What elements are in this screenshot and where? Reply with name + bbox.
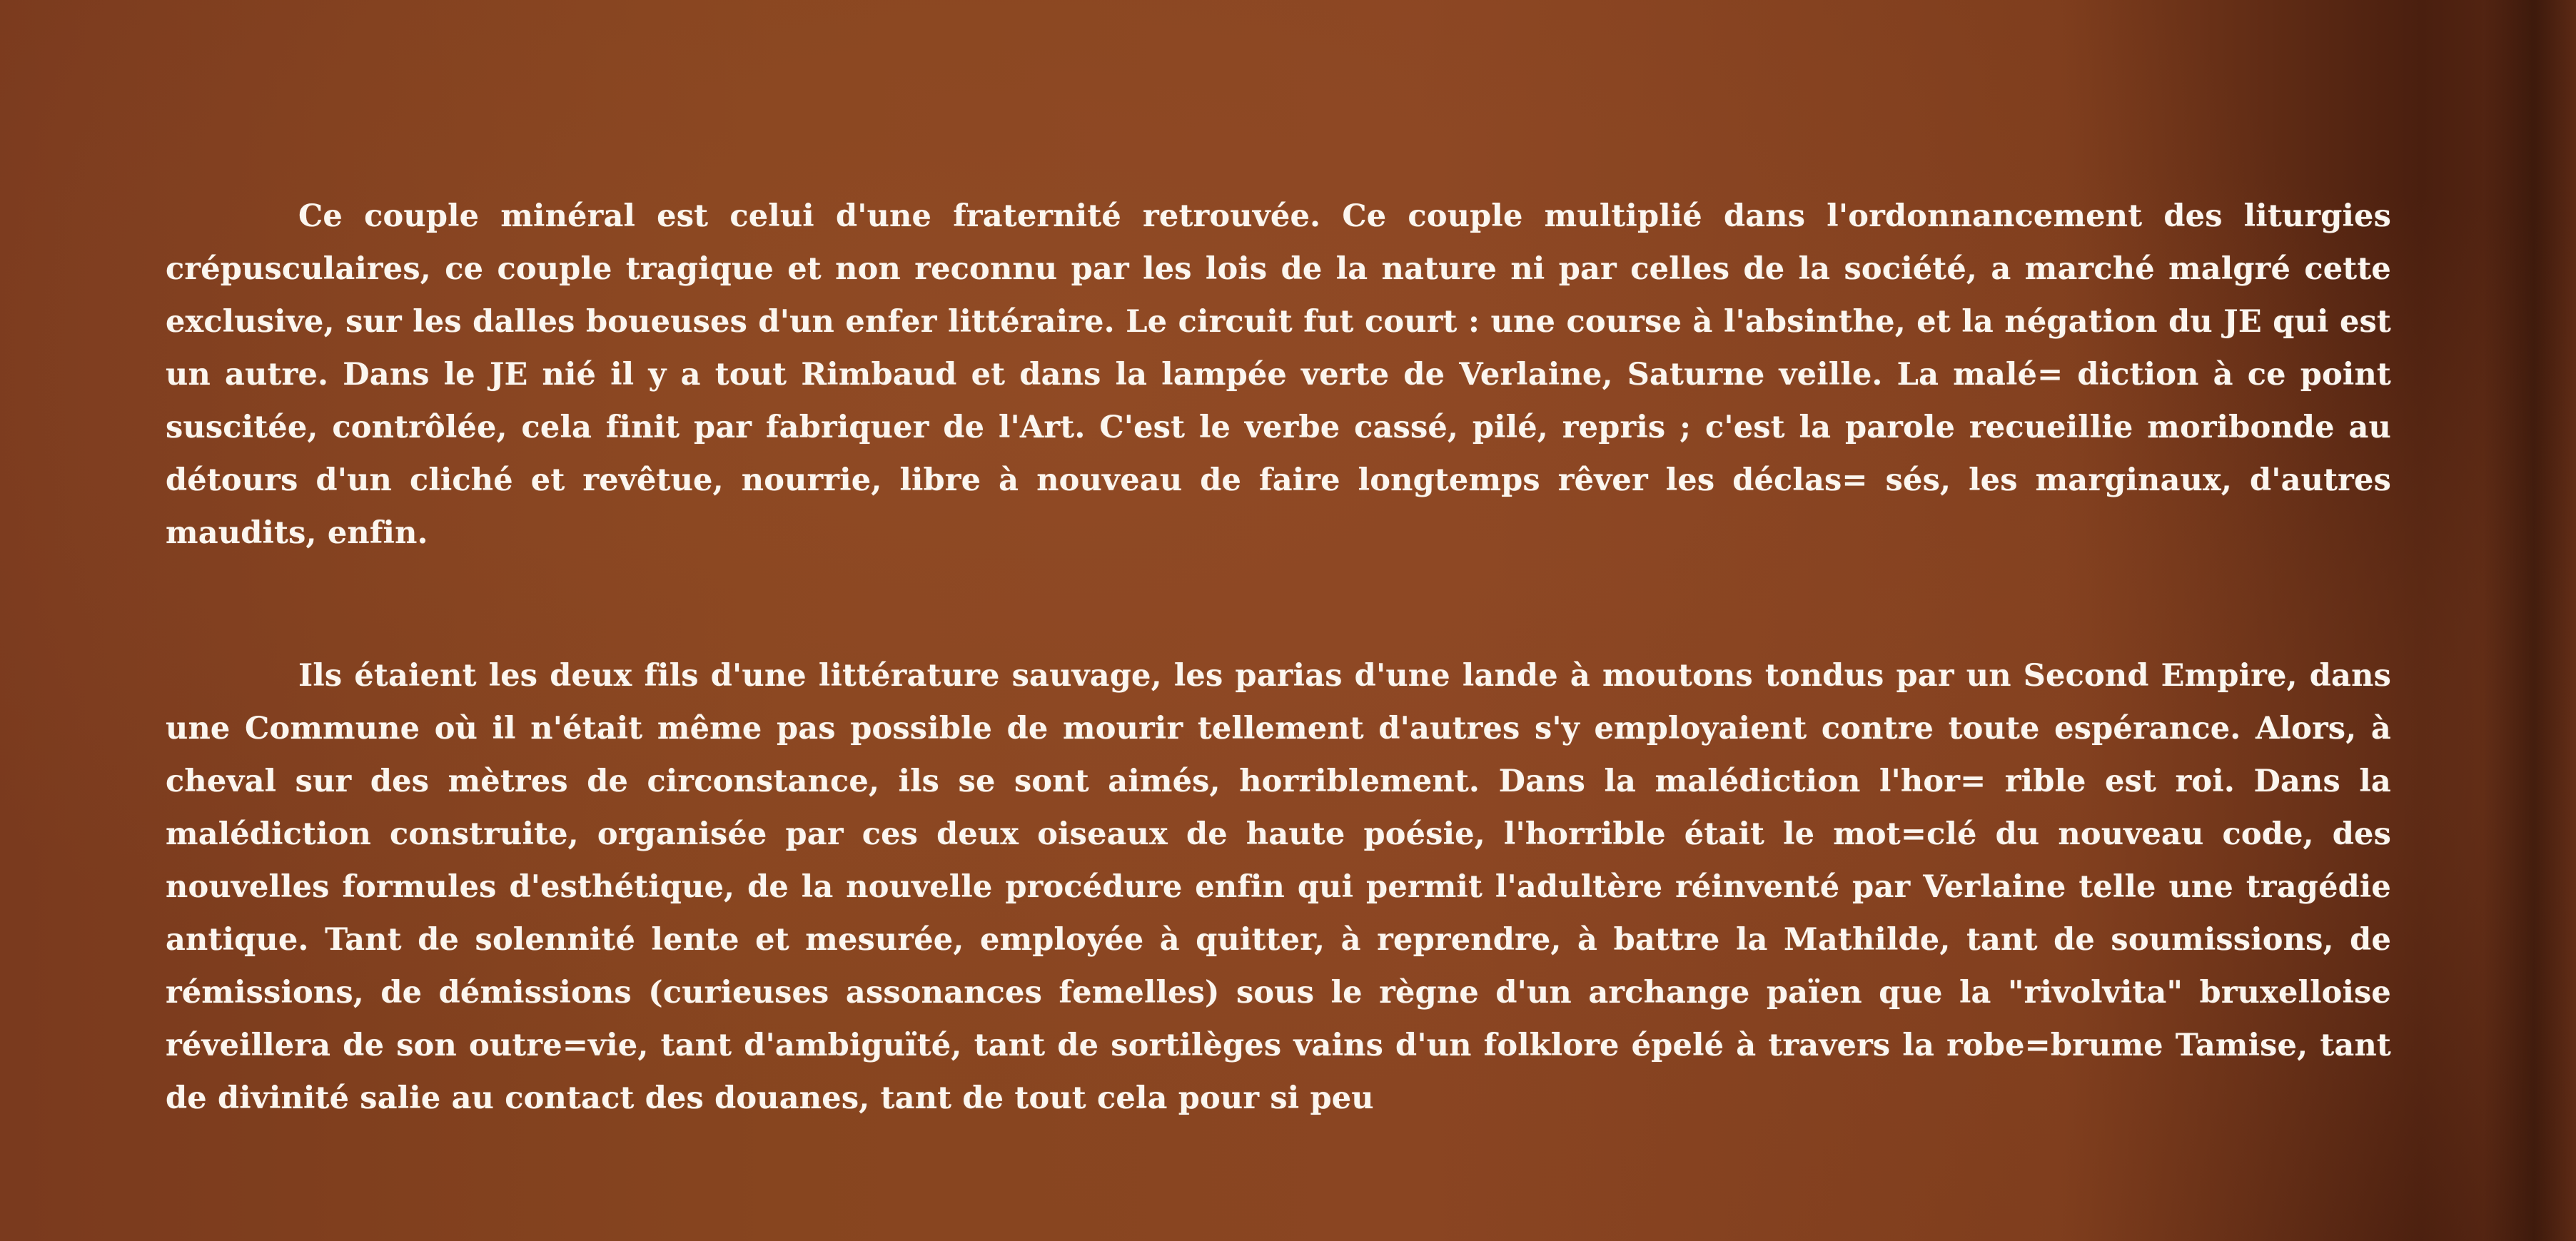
text-paragraph-2	[166, 649, 2391, 1125]
paragraph-text: Ils étaient les deux fils d'une littérature sauvage, les parias d'une lande à moutons tondus par un Second Empire, dans une Commune où il n'était même pas possible de mourir tellement d'autres s'y employaient contre toute espérance. Alors, à cheval sur des mètres de circonstance, ils se sont aimés, horriblement. Dans la malédiction l'hor= rible est roi. Dans la malédiction construite, organisée par ces deux oiseaux de haute poésie, l'horrible était le mot=clé du nouveau code, des nouvelles formules d'esthétique, de la nouvelle procédure enfin qui permit l'adultère réinventé par Verlaine telle une tragédie antique. Tant de solennité lente et mesurée, employée à quitter, à reprendre, à battre la Mathilde, tant de soumissions, de rémissions, de démissions (curieuses assonances femelles) sous le règne d'un archange païen que la "rivolvita" bruxelloise réveillera de son outre=vie, tant d'ambiguïté, tant de sortilèges vains d'un folklore épelé à travers la robe=brume Tamise, tant de divinité salie au contact des douanes, tant de tout cela pour si peu	[166, 658, 2391, 1116]
page-edge-shadow	[2483, 0, 2576, 1241]
text-paragraph-1	[166, 190, 2391, 559]
paragraph-text: Ce couple minéral est celui d'une fraternité retrouvée. Ce couple multiplié dans l'ordonnancement des liturgies crépusculaires, ce couple tragique et non reconnu par les lois de la nature ni par celles de la société, a marché malgré cette exclusive, sur les dalles boueuses d'un enfer littéraire. Le circuit fut court : une course à l'absinthe, et la négation du JE qui est un autre. Dans le JE nié il y a tout Rimbaud et dans la lampée verte de Verlaine, Saturne veille. La malé= diction à ce point suscitée, contrôlée, cela finit par fabriquer de l'Art. C'est le verbe cassé, pilé, repris ; c'est la parole recueillie moribonde au détours d'un cliché et revêtue, nourrie, libre à nouveau de faire longtemps rêver les déclas= sés, les marginaux, d'autres maudits, enfin.	[166, 198, 2391, 551]
